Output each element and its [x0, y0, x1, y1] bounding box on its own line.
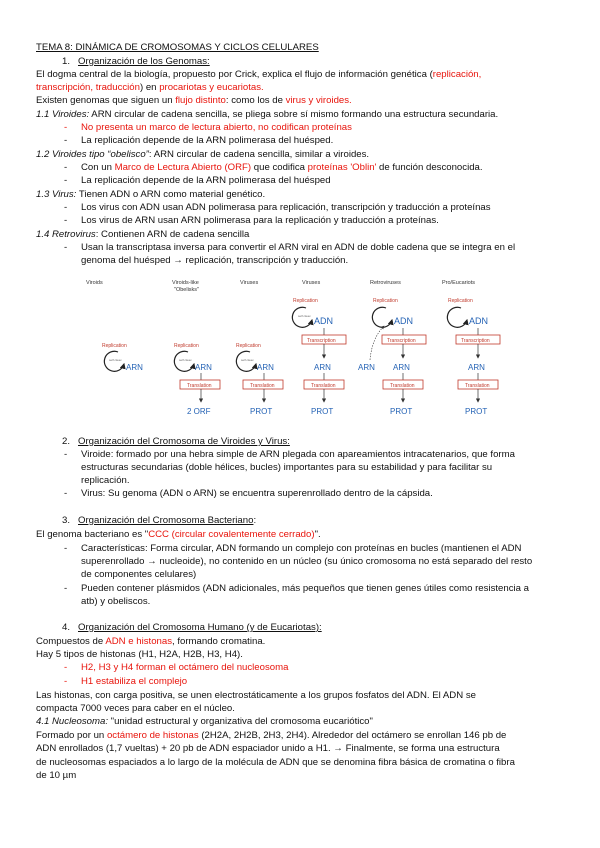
obelisco-bullet-1: - Con un Marco de Lectura Abierto (ORF) que codifica proteínas 'Oblin' de función desconocida. — [64, 162, 483, 173]
svg-text:Transcription: Transcription — [461, 338, 490, 344]
svg-text:Translation: Translation — [311, 383, 336, 389]
virus-bullet-1: - Los virus con ADN usan ADN polimerasa para replicación, transcripción y traducción a proteínas — [64, 202, 491, 213]
svg-text:ARN: ARN — [358, 363, 375, 372]
section-1-heading: 1. Organización de los Genomas: — [62, 56, 210, 67]
viroides-line: 1.1 Viroides: ARN circular de cadena sencilla, se pliega sobre sí mismo formando una estructura secundaria. — [36, 109, 499, 120]
s3-bullet-1: - Características: Forma circular, ADN formando un complejo con proteínas en bucles (mantienen el ADN — [64, 543, 522, 554]
s3-bullet-2-cont: atb) y obeliscos. — [81, 596, 151, 607]
svg-text:PROT: PROT — [465, 407, 488, 416]
svg-text:ARN: ARN — [468, 363, 485, 372]
s1-paragraph-line-1: El dogma central de la biología, propuesto por Crick, explica el flujo de información genética (replicación, — [36, 69, 482, 80]
obelisco-bullet-2: - La replicación depende de la ARN polimerasa del huésped — [64, 175, 331, 186]
svg-text:PROT: PROT — [311, 407, 334, 416]
svg-text:self cleav.: self cleav. — [241, 358, 255, 362]
s2-bullet-1-cont-2: replicación. — [81, 475, 130, 486]
col-viroid-like-2: "Obelisks" — [174, 287, 199, 293]
svg-text:Translation: Translation — [187, 383, 212, 389]
dna-virus-flow — [292, 298, 346, 416]
s4-bullet-1: - H2, H3 y H4 forman el octámero del nucleosoma — [64, 662, 289, 673]
rna-virus-flow — [236, 343, 283, 416]
svg-text:Replication: Replication — [373, 298, 398, 304]
svg-text:Transcription: Transcription — [387, 338, 416, 344]
s4-line-5: Formado por un octámero de histonas (2H2A, 2H2B, 2H3, 2H4). Alrededor del octámero se enrollan 146 pb de — [36, 730, 507, 741]
svg-text:Transcription: Transcription — [307, 338, 336, 344]
svg-text:PROT: PROT — [390, 407, 413, 416]
svg-text:ARN: ARN — [126, 363, 143, 372]
svg-text:ADN: ADN — [469, 316, 489, 326]
svg-text:self cleav.: self cleav. — [298, 314, 312, 318]
s3-bullet-1-cont-1: superenrollado → nucleoide), no contenido en un núcleo (su único cromosoma no está separado del resto — [81, 556, 533, 567]
genetic-flow-diagram — [80, 278, 550, 416]
svg-text:Replication: Replication — [293, 298, 318, 304]
s4-bullet-2: - H1 estabiliza el complejo — [64, 676, 188, 687]
document-title: TEMA 8: DINÁMICA DE CROMOSOMAS Y CICLOS CELULARES — [36, 42, 319, 53]
svg-text:Replication: Replication — [102, 343, 127, 349]
virus-line: 1.3 Virus: Tienen ADN o ARN como material genético. — [36, 189, 266, 200]
svg-text:Translation: Translation — [465, 383, 490, 389]
nucleosoma-line: 4.1 Nucleosoma: "unidad estructural y organizativa del cromosoma eucariótico" — [36, 716, 373, 727]
s4-line-6: ADN enrollados (1,7 vueltas) + 20 pb de ADN espaciador unido a H1. → Finalmente, se forma una estructura — [36, 743, 500, 754]
viroid-flow — [102, 343, 143, 372]
svg-text:ADN: ADN — [314, 316, 334, 326]
svg-text:ARN: ARN — [257, 363, 274, 372]
viroides-bullet-2: - La replicación depende de la ARN polimerasa del huésped. — [64, 135, 334, 146]
s4-line-7: de nucleosomas espaciados a lo largo de la molécula de ADN que se denomina fibra básica de cromatina o fibra — [36, 757, 515, 768]
svg-text:self cleav.: self cleav. — [179, 358, 193, 362]
obelisco-line: 1.2 Viroides tipo “obelisco”: ARN circular de cadena sencilla, similar a viroides. — [36, 149, 370, 160]
virus-bullet-2: - Los virus de ARN usan ARN polimerasa para la replicación y traducción a proteínas. — [64, 215, 439, 226]
orf-label: 2 ORF — [187, 407, 211, 416]
retrovirus-bullet-1-cont: genoma del huésped → replicación, transcripción y traducción. — [81, 255, 349, 266]
svg-text:Replication: Replication — [236, 343, 261, 349]
svg-text:Replication: Replication — [174, 343, 199, 349]
col-viroids: Viroids — [86, 280, 103, 286]
section-3-heading: 3. Organización del Cromosoma Bacteriano: — [62, 515, 257, 526]
s2-bullet-1-cont-1: estructuras secundarias (doble hélices, bucles) importantes para su estabilidad y para facilitar su — [81, 462, 493, 473]
eucaryote-flow — [447, 298, 500, 416]
s1-paragraph-line-3: Existen genomas que siguen un flujo distinto: como los de virus y viroides. — [36, 95, 352, 106]
svg-text:self cleav.: self cleav. — [109, 358, 123, 362]
s1-paragraph-line-2: transcripción, traducción) en procariotas y eucariotas. — [36, 82, 264, 93]
svg-text:PROT: PROT — [250, 407, 273, 416]
retrovirus-line: 1.4 Retrovirus: Contienen ARN de cadena sencilla — [36, 229, 250, 240]
col-viruses-1: Viruses — [240, 280, 259, 286]
col-viruses-2: Viruses — [302, 280, 321, 286]
s2-bullet-1: - Viroide: formado por una hebra simple de ARN plegada con apareamientos intracatenarios, que forma — [64, 449, 515, 460]
section-2-heading: 2. Organización del Cromosoma de Viroides y Virus: — [62, 436, 290, 447]
s3-bullet-2: - Pueden contener plásmidos (ADN adicionales, más pequeños que tienen genes útiles como resistencia a — [64, 583, 529, 594]
viroides-bullet-1: - No presenta un marco de lectura abierto, no codifican proteínas — [64, 122, 352, 133]
s3-bullet-1-cont-2: de componentes celulares) — [81, 569, 197, 580]
retrovirus-flow — [358, 298, 426, 416]
s4-line-4: compacta 7000 veces para caber en el núcleo. — [36, 703, 235, 714]
section-4-heading: 4. Organización del Cromosoma Humano (y de Eucariotas): — [62, 622, 322, 633]
svg-text:Replication: Replication — [448, 298, 473, 304]
svg-text:ARN: ARN — [393, 363, 410, 372]
col-retroviruses: Retroviruses — [370, 280, 401, 286]
s2-bullet-2: - Virus: Su genoma (ADN o ARN) se encuentra superenrollado dentro de la cápsida. — [64, 488, 433, 499]
svg-text:ARN: ARN — [314, 363, 331, 372]
col-eucaryotes: Pro/Eucariots — [442, 280, 476, 286]
svg-text:ARN: ARN — [195, 363, 212, 372]
svg-text:Translation: Translation — [390, 383, 415, 389]
s4-line-8: de 10 µm — [36, 770, 77, 781]
s4-line-3: Las histonas, con carga positiva, se unen electrostáticamente a los grupos fosfatos del ADN. El ADN se — [36, 690, 476, 701]
s4-line-2: Hay 5 tipos de histonas (H1, H2A, H2B, H3, H4). — [36, 649, 243, 660]
retrovirus-bullet-1: - Usan la transcriptasa inversa para convertir el ARN viral en ADN de doble cadena que se integra en el — [64, 242, 516, 253]
col-viroid-like-1: Viroids-like — [172, 280, 199, 286]
svg-text:Translation: Translation — [250, 383, 275, 389]
svg-text:ADN: ADN — [394, 316, 414, 326]
obelisk-flow — [174, 343, 220, 416]
s3-paragraph: El genoma bacteriano es "CCC (circular covalentemente cerrado)". — [36, 529, 321, 540]
s4-line-1: Compuestos de ADN e histonas, formando cromatina. — [36, 636, 266, 647]
